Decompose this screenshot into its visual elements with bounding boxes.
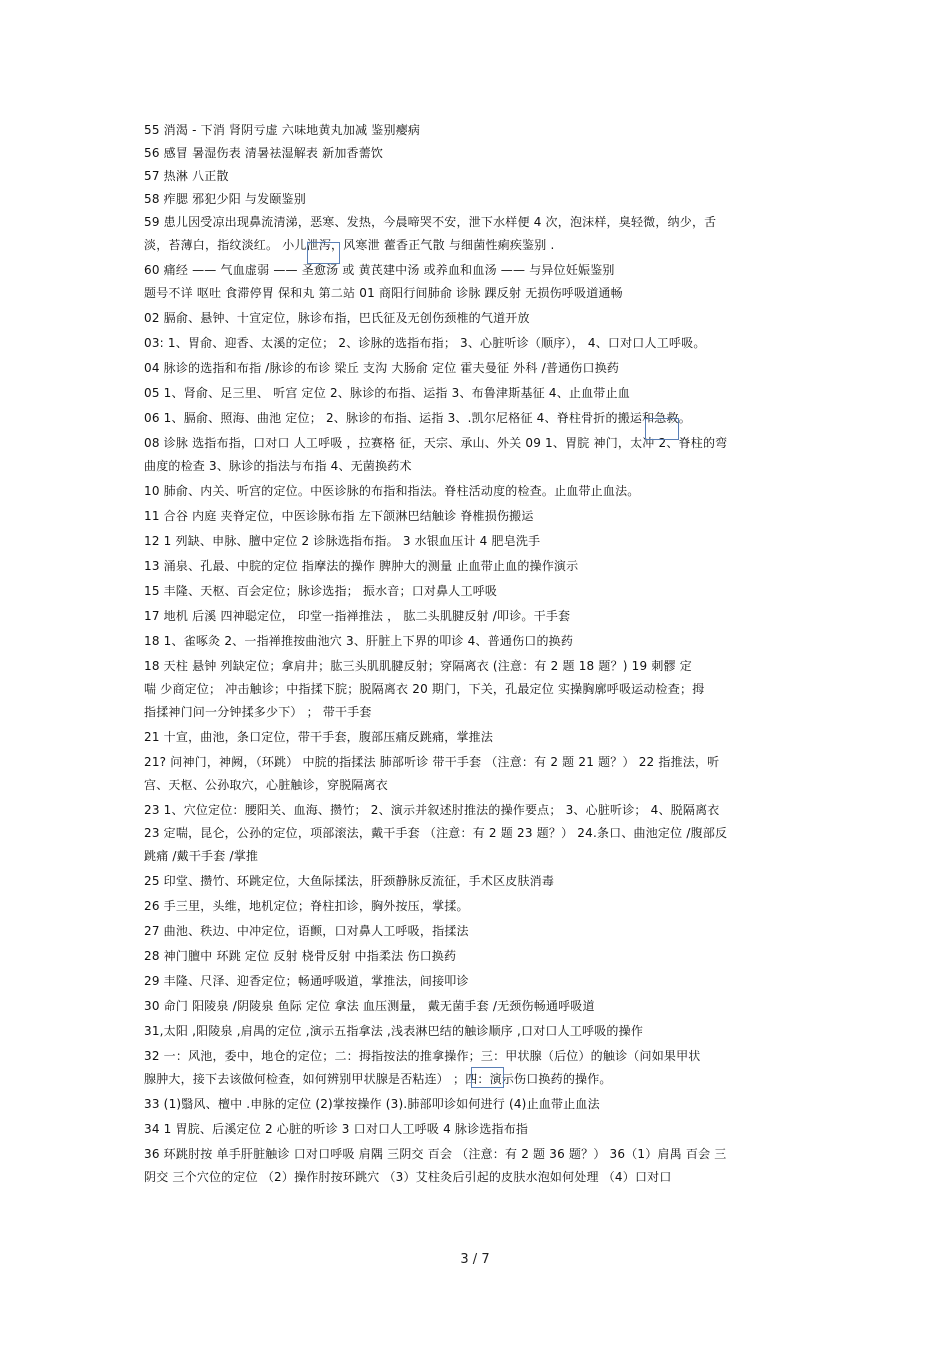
text-line: 25 印堂、攒竹、环跳定位，大鱼际揉法，肝颈静脉反流征，手术区皮肤消毒 <box>144 874 555 888</box>
text-line: 29 丰隆、尺泽、迎香定位；畅通呼吸道，掌推法，间接叩诊 <box>144 974 469 988</box>
text-line: 指揉神门问一分钟揉多少下） ； 带干手套 <box>144 705 372 719</box>
text-line: 08 诊脉 选指布指，口对口 人工呼吸 ，拉赛格 征，天宗、承山、外关 09 1、胃脘 神门，太冲 2、脊柱的弯 <box>144 436 728 450</box>
text-line: 11 合谷 内庭 夹脊定位，中医诊脉布指 左下颌淋巴结触诊 脊椎损伤搬运 <box>144 509 534 523</box>
text-line: 喘 少商定位； 冲击触诊；中指揉下脘；脱隔离衣 20 期门，下关，孔最定位 实操胸廓呼吸运动检查；拇 <box>144 682 705 696</box>
text-line: 57 热淋 八正散 <box>144 169 229 183</box>
text-line: 淡，苔薄白，指纹淡红。 小儿泄泻，风寒泄 藿香正气散 与细菌性痢疾鉴别 . <box>144 238 555 252</box>
text-line: 33 (1)翳风、檀中 .申脉的定位 (2)掌按操作 (3).肺部叩诊如何进行 (4)止血带止血法 <box>144 1097 600 1111</box>
text-line: 宫、天枢、公孙取穴，心脏触诊，穿脱隔离衣 <box>144 778 389 792</box>
text-line: 12 1 列缺、申脉、膻中定位 2 诊脉选指布指。 3 水银血压计 4 肥皂洗手 <box>144 534 541 548</box>
page-number: 3 / 7 <box>460 1252 490 1267</box>
text-line: 15 丰隆、天枢、百会定位；脉诊选指； 振水音；口对鼻人工呼吸 <box>144 584 498 598</box>
text-line: 阴交 三个穴位的定位 （2）操作肘按环跳穴 （3）艾柱灸后引起的皮肤水泡如何处理 （4）口对口 <box>144 1170 672 1184</box>
text-line: 31,太阳 ,阳陵泉 ,肩禺的定位 ,演示五指拿法 ,浅表淋巴结的触诊顺序 ,口对口人工呼吸的操作 <box>144 1024 644 1038</box>
text-line: 27 曲池、秩边、中冲定位，语颤，口对鼻人工呼吸，指揉法 <box>144 924 469 938</box>
text-line: 30 命门 阳陵泉 /阴陵泉 鱼际 定位 拿法 血压测量， 戴无菌手套 /无颈伤畅通呼吸道 <box>144 999 595 1013</box>
text-line: 13 涌泉、孔最、中脘的定位 指摩法的操作 脾肿大的测量 止血带止血的操作演示 <box>144 559 579 573</box>
text-line: 56 感冒 暑湿伤表 清暑祛湿解表 新加香薷饮 <box>144 146 384 160</box>
text-line: 04 脉诊的选指和布指 /脉诊的布诊 梁丘 支沟 大肠俞 定位 霍夫曼征 外科 /普通伤口换药 <box>144 361 620 375</box>
text-line: 28 神门膻中 环跳 定位 反射 桡骨反射 中指柔法 伤口换药 <box>144 949 457 963</box>
text-line: 18 1、雀啄灸 2、一指禅推按曲池穴 3、肝脏上下界的叩诊 4、普通伤口的换药 <box>144 634 574 648</box>
text-line: 05 1、肾俞、足三里、 听宫 定位 2、脉诊的布指、运指 3、布鲁津斯基征 4、止血带止血 <box>144 386 630 400</box>
text-line: 26 手三里，头维，地机定位；脊柱扣诊，胸外按压，掌揉。 <box>144 899 469 913</box>
text-line: 跳痛 /戴干手套 /掌推 <box>144 849 259 863</box>
text-line: 03: 1、胃俞、迎香、太溪的定位； 2、诊脉的选指布指； 3、心脏听诊（顺序）， 4、口对口人工呼吸。 <box>144 336 706 350</box>
text-line: 34 1 胃脘、后溪定位 2 心脏的听诊 3 口对口人工呼吸 4 脉诊选指布指 <box>144 1122 529 1136</box>
text-line: 21? 问神门，神阙，（环跳） 中脘的指揉法 肺部听诊 带干手套 （注意：有 2 题 21 题？） 22 指推法，听 <box>144 755 720 769</box>
text-line: 02 膈俞、悬钟、十宣定位，脉诊布指，巴氏征及无创伤颈椎的气道开放 <box>144 311 530 325</box>
text-line: 58 痄腮 邪犯少阳 与发颐鉴别 <box>144 192 306 206</box>
text-line: 23 1、穴位定位：腰阳关、血海、攒竹； 2、演示并叙述肘推法的操作要点； 3、心脏听诊； 4、脱隔离衣 <box>144 803 720 817</box>
text-line: 17 地机 后溪 四神聪定位， 印堂一指禅推法 ， 肱二头肌腱反射 /叩诊。干手套 <box>144 609 571 623</box>
text-line: 06 1、膈俞、照海、曲池 定位； 2、脉诊的布指、运指 3、.凯尔尼格征 4、脊柱骨折的搬运和急救。 <box>144 411 691 425</box>
text-line: 题号不详 呕吐 食滞停胃 保和丸 第二站 01 商阳行间肺俞 诊脉 踝反射 无损伤呼吸道通畅 <box>144 286 623 300</box>
text-line: 36 环跳肘按 单手肝脏触诊 口对口呼吸 肩隅 三阴交 百会 （注意：有 2 题 36 题？） 36（1）肩禺 百会 三 <box>144 1147 727 1161</box>
text-line: 55 消渴 - 下消 肾阴亏虚 六味地黄丸加减 鉴别瘿病 <box>144 123 421 137</box>
text-line: 10 肺俞、内关、听宫的定位。中医诊脉的布指和指法。脊柱活动度的检查。止血带止血法。 <box>144 484 640 498</box>
text-line: 23 定喘，昆仑，公孙的定位，项部滚法，戴干手套 （注意：有 2 题 23 题？） 24.条口、曲池定位 /腹部反 <box>144 826 728 840</box>
text-line: 18 天柱 悬钟 列缺定位；拿肩井；肱三头肌肌腱反射；穿隔离衣 (注意：有 2 题 18 题？) 19 刺髎 定 <box>144 659 692 673</box>
text-line: 60 痛经 —— 气血虚弱 —— 圣愈汤 或 黄芪建中汤 或养血和血汤 —— 与异位妊娠鉴别 <box>144 263 615 277</box>
text-body <box>144 119 810 1189</box>
text-line: 腺肿大，接下去该做何检查，如何辨别甲状腺是否粘连） ；四：演示伤口换药的操作。 <box>144 1072 612 1086</box>
text-line: 32 一：风池，委中，地仓的定位；二：拇指按法的推拿操作；三：甲状腺（后位）的触诊（问如果甲状 <box>144 1049 701 1063</box>
text-line: 21 十宣，曲池，条口定位，带干手套，腹部压痛反跳痛，掌推法 <box>144 730 494 744</box>
text-line: 曲度的检查 3、脉诊的指法与布指 4、无菌换药术 <box>144 459 412 473</box>
text-line: 59 患儿因受凉出现鼻流清涕，恶寒、发热，今晨啼哭不安，泄下水样便 4 次，泡沫样，臭轻微，纳少，舌 <box>144 215 717 229</box>
